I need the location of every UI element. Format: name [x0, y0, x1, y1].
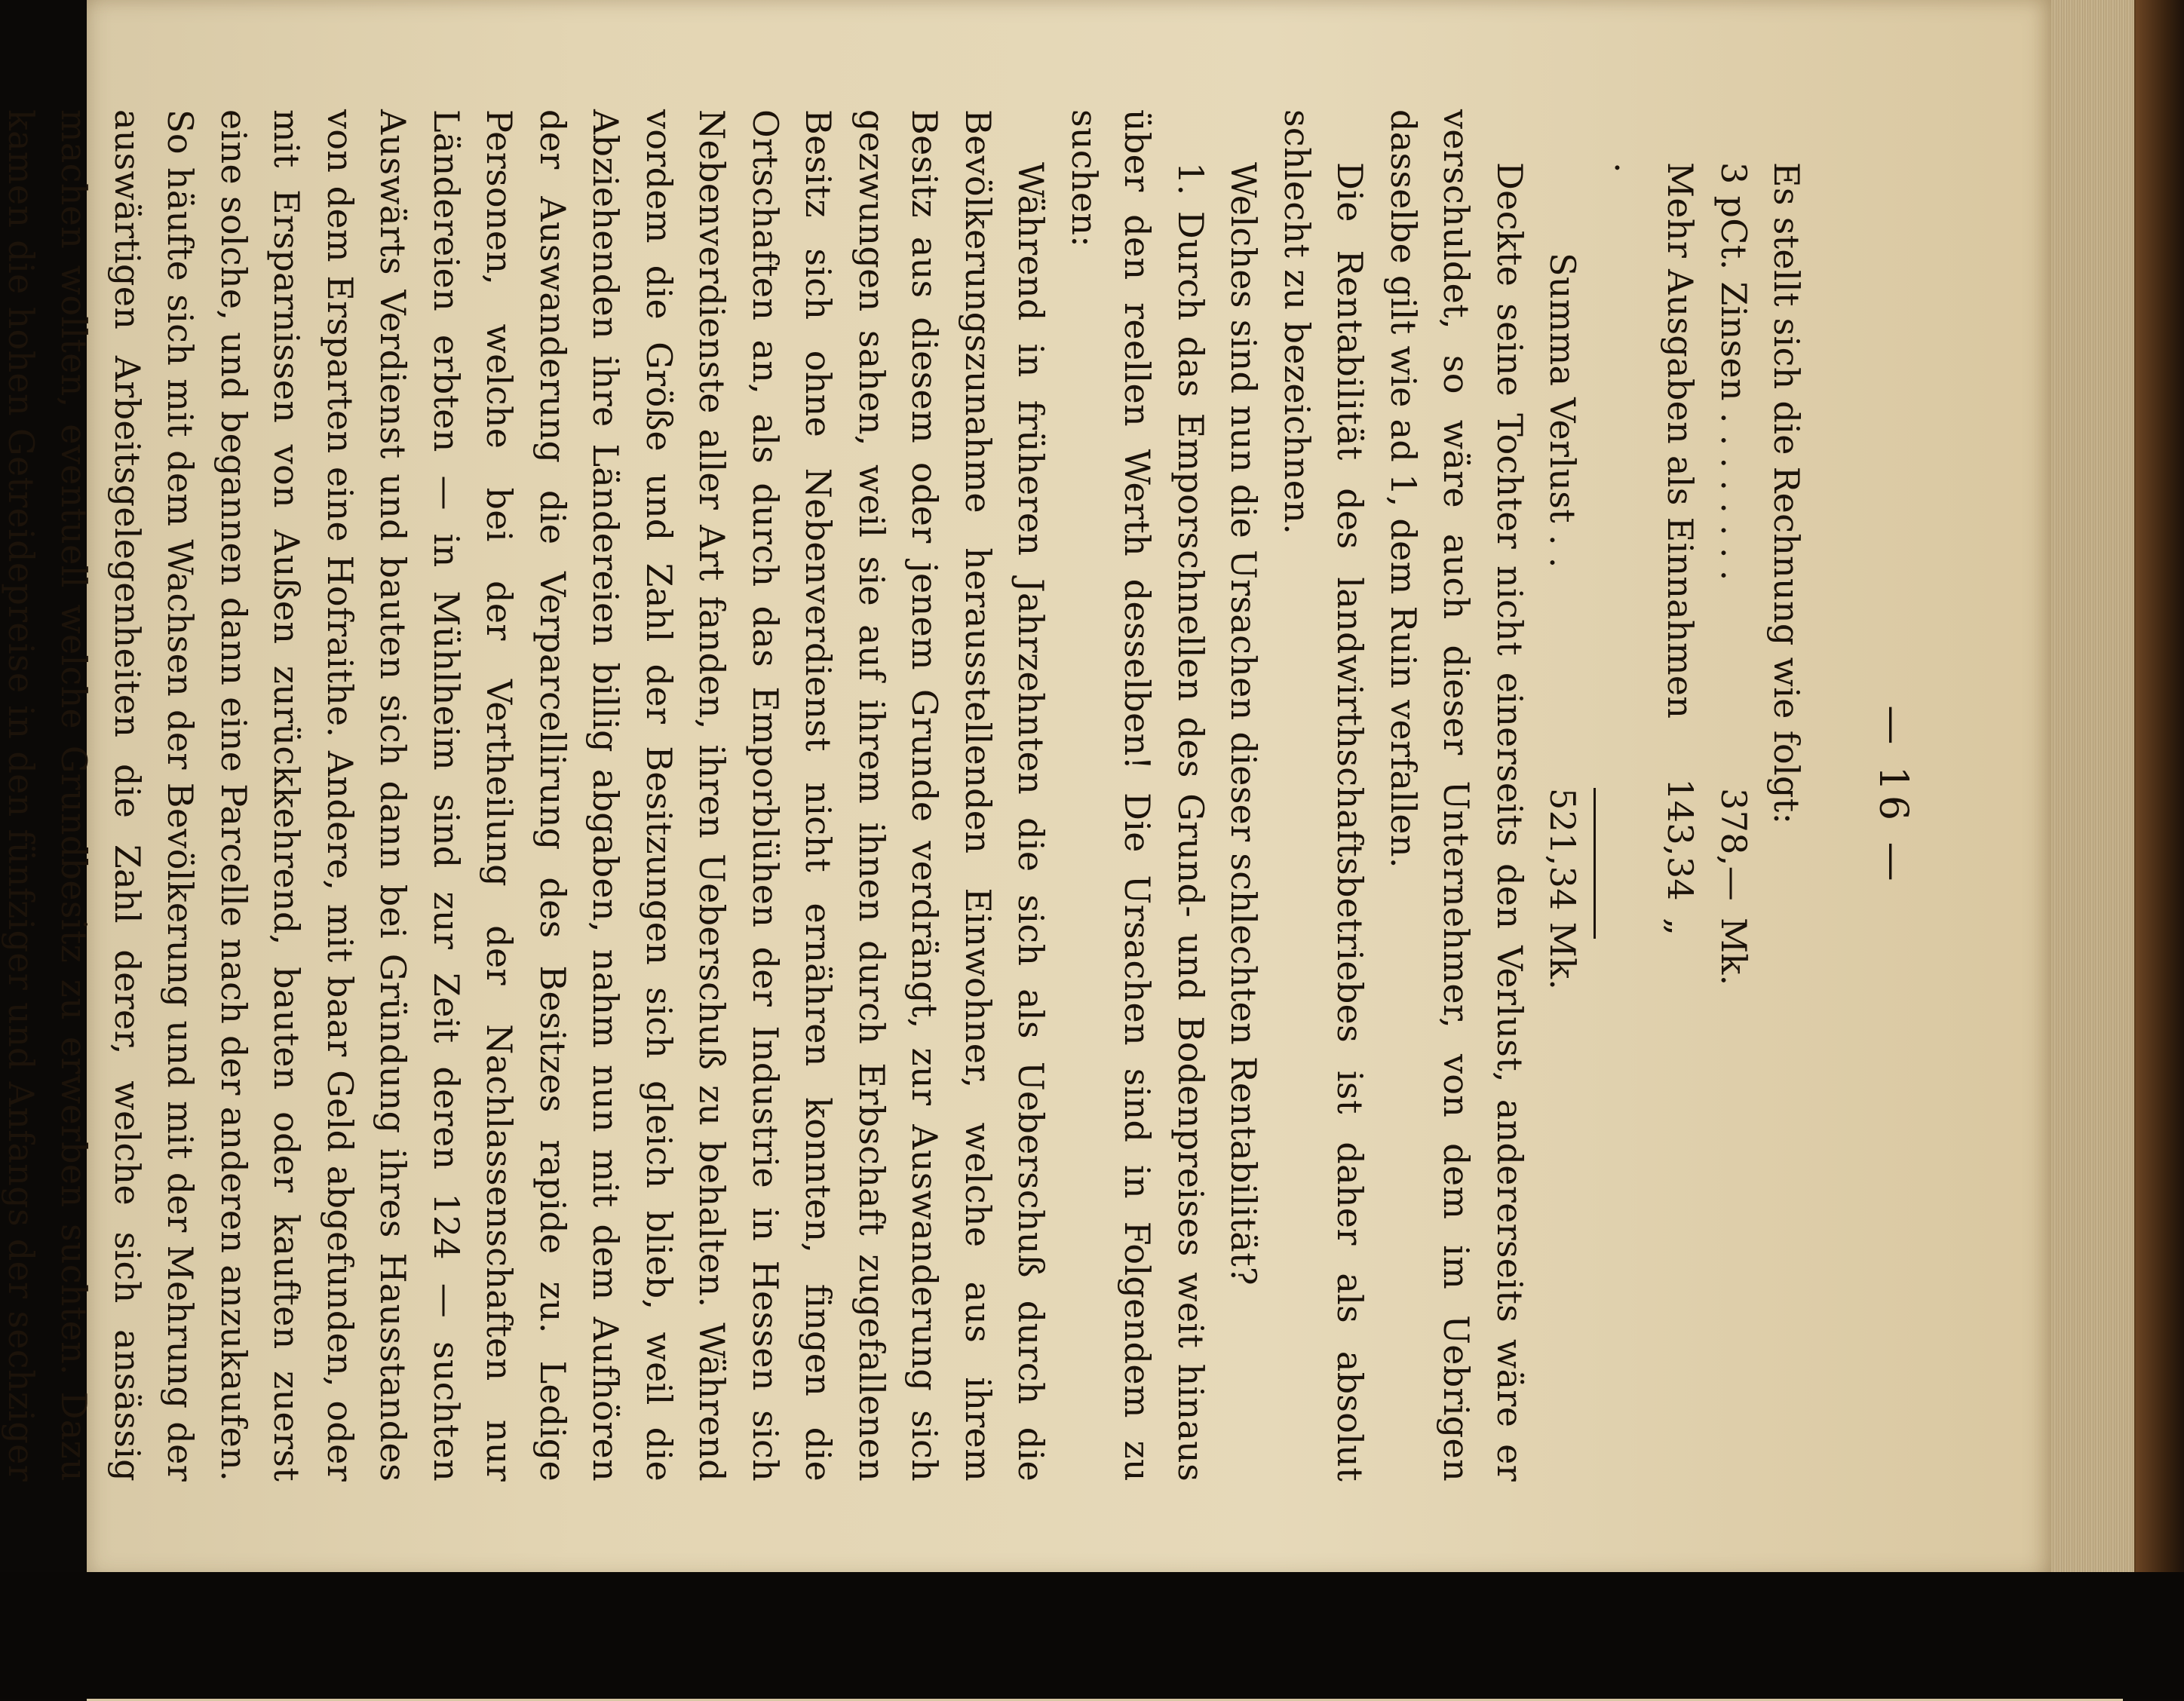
- calc-label: Mehr Ausgaben als Einnahmen .: [1607, 162, 1701, 719]
- calc-unit: Mk.: [1713, 918, 1754, 986]
- paragraph: Die Rentabilität des landwirthschaftsbetriebes ist daher als absolut schlecht zu bezeichnen.: [1277, 109, 1371, 1482]
- paragraph: Welches sind nun die Ursachen dieser schlechten Rentabilität?: [1223, 162, 1265, 1286]
- paragraph: Deckte seine Tochter nicht einerseits den Verlust, andererseits wäre er verschuldet, so wäre auch dieser Unternehmer, von dem im Uebrigen dasselbe gilt wie ad 1, dem Ruin verfallen.: [1383, 109, 1530, 1482]
- page-number: — 16 —: [1870, 705, 1916, 886]
- calculation-table: [1536, 162, 1760, 1482]
- calc-row: [1601, 162, 1707, 1482]
- sum-rule: [1594, 788, 1597, 939]
- calc-total-value: 521,34 Mk.: [1542, 788, 1584, 991]
- paragraph: 1. Durch das Emporschnellen des Grund- und Bodenpreises weit hinaus über den reellen Werth desselben! Die Ursachen sind in Folgendem zu suchen:: [1064, 109, 1211, 1482]
- calc-label: 3 pCt. Zinsen . . . . . . . .: [1713, 162, 1754, 581]
- page-edges: [2051, 0, 2139, 1591]
- calc-unit: „: [1660, 918, 1701, 936]
- calc-value: 378,—: [1713, 788, 1754, 901]
- calc-total: [1536, 253, 1590, 1482]
- calc-row: [1707, 162, 1761, 1482]
- paragraph: Während in früheren Jahrzehnten die sich als Ueberschuß durch die Bevölkerungszunahme herausstellenden Einwohner, welche aus ihrem Besitz aus diesem oder jenem Grunde verdrängt, zur Auswanderung sich gezwungen sahen, weil sie auf ihrem ihnen durch Erbschaft zugefallenen Besitz sich ohne Nebenverdienst nicht ernähren konnten, fingen die Ortschaften an, als durch das Emporblühen der Industrie in Hessen sich Nebenverdienste aller Art fanden, ihren Ueberschuß zu behalten. Während vordem die Größe und Zahl der Besitzungen sich gleich blieb, weil die Abziehenden ihre Ländereien billig abgaben, nahm nun mit dem Aufhören der Auswanderung die Verparcellirung des Besitzes rapide zu. Ledige Personen, welche bei der Vertheilung der Nachlassenschaften nur Ländereien erbten — in Mühlheim sind zur Zeit deren 124 — suchten Auswärts Verdienst und bauten sich dann bei Gründung ihres Hausstandes von dem Ersparten eine Hofraithe. Andere, mit baar Geld abgefunden, oder mit Ersparnissen von Außen zurückkehrend, bauten oder kauften zuerst eine solche, und begannen dann eine Parcelle nach der anderen anzukaufen. So häufte sich mit dem Wachsen der Bevölkerung und mit der Mehrung der auswärtigen Arbeitsgelegenheiten die Zahl derer, welche sich ansässig machen wollten, eventuell welche Grundbesitz zu erwerben suchten. Dazu kamen die hohen Getreidepreise in den fünfziger und Anfangs der sechziger: [1, 109, 1052, 1482]
- book-cover-edge: [2136, 0, 2184, 1699]
- page-text: [1, 109, 1919, 1482]
- binding-shadow: [0, 1572, 2184, 1699]
- calc-value: 143,34: [1660, 778, 1701, 901]
- calc-total-label: Summa Verlust . .: [1542, 253, 1584, 569]
- calc-intro: Es stellt sich die Rechnung wie folgt:: [1766, 162, 1808, 825]
